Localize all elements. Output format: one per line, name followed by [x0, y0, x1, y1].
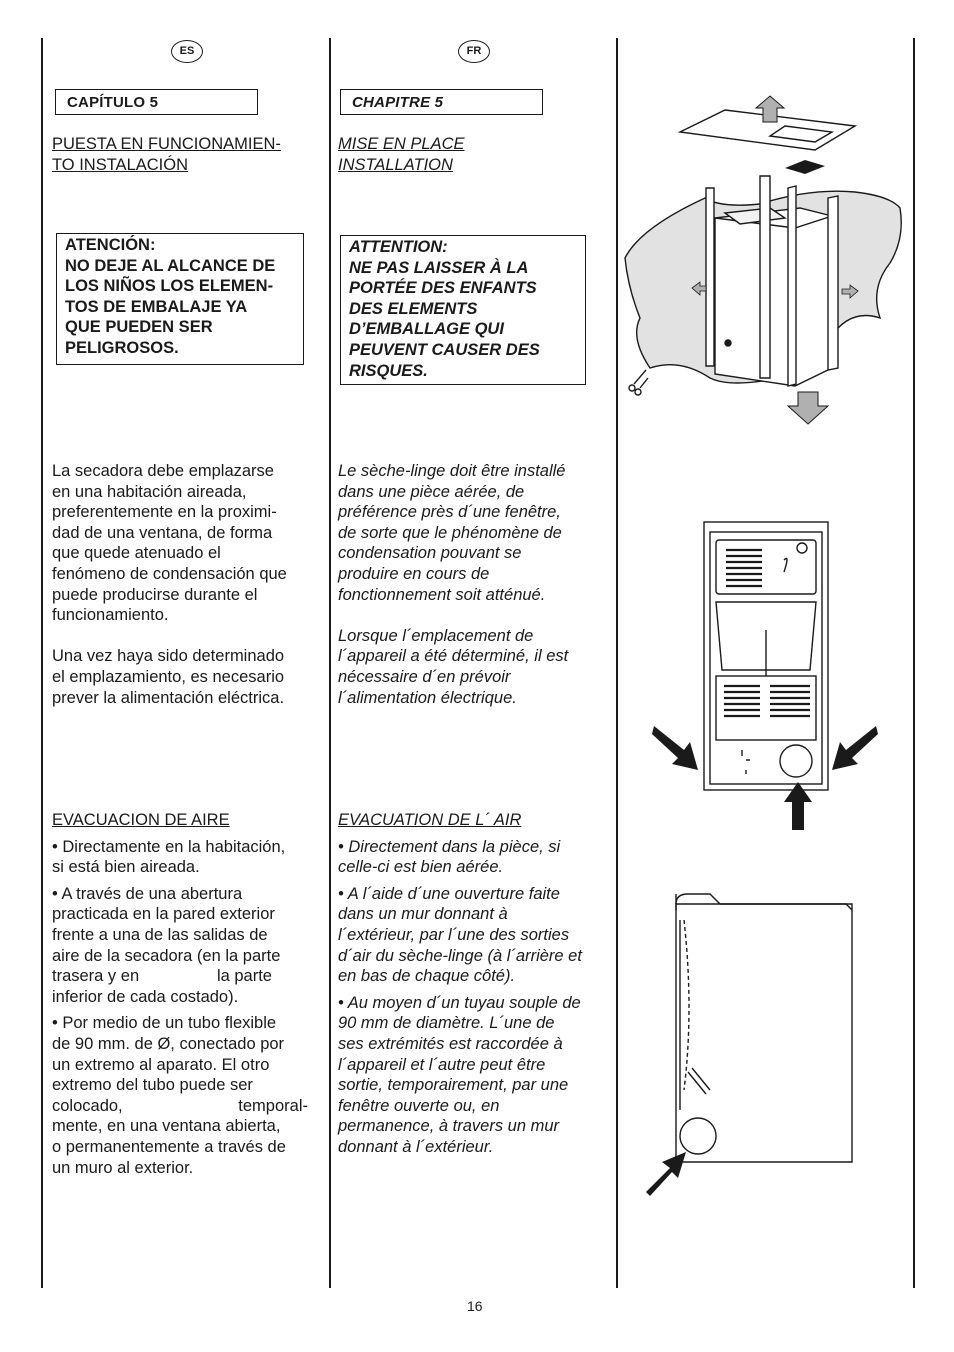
warning-line: ATTENTION: — [349, 238, 448, 256]
text-line: 90 mm de diamètre. L´une de — [338, 1014, 555, 1033]
text-line: prever la alimentación eléctrica. — [52, 688, 285, 707]
title-line: TO INSTALACIÓN — [52, 155, 188, 174]
text-line: en una habitación aireada, — [52, 482, 247, 501]
chapter-heading-es: CAPÍTULO 5 — [55, 89, 258, 115]
text-line: aire de la secadora (en la parte — [52, 946, 281, 965]
evacuation-section-fr — [338, 810, 582, 1158]
column-divider-left — [41, 38, 43, 1288]
text-fragment: la parte — [216, 967, 272, 986]
text-line: dans un mur donnant à — [338, 905, 508, 924]
text-line: preferentemente en la proximi- — [52, 503, 277, 522]
text-line: • Directamente en la habitación, — [52, 837, 286, 856]
text-line: produire en cours de — [338, 564, 490, 583]
text-line: nécessaire d´en prévoir — [338, 667, 511, 686]
chapter-heading-fr: CHAPITRE 5 — [340, 89, 543, 115]
text-line: extremo del tubo puede ser — [52, 1076, 253, 1095]
text-line: sortie, temporairement, par une — [338, 1076, 569, 1095]
warning-line: PELIGROSOS. — [65, 338, 179, 357]
text-line: el emplazamiento, es necesario — [52, 667, 285, 686]
text-line: l´appareil a été déterminé, il est — [338, 647, 569, 666]
body-text-fr — [338, 461, 568, 708]
warning-line: PEUVENT CAUSER DES — [349, 340, 540, 359]
text-line: celle-ci est bien aérée. — [338, 858, 504, 877]
text-line: Lorsque l´emplacement de — [338, 626, 534, 645]
text-line: inferior de cada costado). — [52, 987, 239, 1006]
body-text-es — [52, 461, 287, 708]
warning-line: D’EMBALLAGE QUI — [349, 320, 504, 339]
text-line: funcionamiento. — [52, 606, 169, 625]
text-line: • Au moyen d´un tuyau souple de — [338, 993, 581, 1012]
text-line: l´extérieur, par l´une des sorties — [338, 925, 570, 944]
text-line: • Directement dans la pièce, si — [338, 837, 561, 856]
text-line: un muro al exterior. — [52, 1158, 194, 1177]
evacuation-title-fr: EVACUATION DE L´ AIR — [338, 811, 522, 829]
text-line: de sorte que le phénomène de — [338, 523, 562, 542]
text-line: de 90 mm. de Ø, conectado por — [52, 1034, 285, 1053]
text-line: si está bien aireada. — [52, 858, 200, 877]
text-fragment: colocado, — [52, 1096, 123, 1115]
warning-line: PORTÉE DES ENFANTS — [349, 279, 537, 298]
dryer-side-view-illustration — [640, 890, 860, 1200]
text-line-justified — [52, 1096, 308, 1117]
text-line: l´alimentation électrique. — [338, 688, 517, 707]
warning-line: RISQUES. — [349, 361, 428, 380]
unpacking-illustration — [620, 88, 910, 428]
text-line: permanence, à travers un mur — [338, 1117, 560, 1136]
title-line: MISE EN PLACE — [338, 135, 465, 153]
text-line: ses extrémités est raccordée à — [338, 1034, 563, 1053]
text-fragment: trasera y en — [52, 967, 140, 986]
text-line: • A l´aide d´une ouverture faite — [338, 884, 560, 903]
text-line: condensation pouvant se — [338, 544, 522, 563]
section-title-es — [52, 134, 281, 175]
text-line: dad de una ventana, de forma — [52, 523, 273, 542]
warning-box-fr — [340, 235, 586, 385]
text-line: o permanentemente a través de — [52, 1137, 286, 1156]
text-line: que quede atenuado el — [52, 544, 221, 563]
text-line: • A través de una abertura — [52, 884, 243, 903]
text-line: d´air du sèche-linge (à l´arrière et — [338, 946, 582, 965]
text-line: puede producirse durante el — [52, 585, 258, 604]
title-line: PUESTA EN FUNCIONAMIEN- — [52, 135, 281, 153]
dryer-rear-view-illustration — [650, 520, 880, 835]
text-line: un extremo al aparato. El otro — [52, 1055, 270, 1074]
section-title-fr — [338, 134, 465, 175]
text-line: La secadora debe emplazarse — [52, 462, 274, 480]
text-line: practicada en la pared exterior — [52, 905, 275, 924]
warning-line: ATENCIÓN: — [65, 236, 156, 254]
text-line: préférence près d´une fenêtre, — [338, 503, 561, 522]
evacuation-title-es: EVACUACION DE AIRE — [52, 811, 230, 829]
text-fragment: temporal- — [238, 1096, 308, 1115]
text-line: fenêtre ouverte ou, en — [338, 1096, 500, 1115]
warning-line: NO DEJE AL ALCANCE DE — [65, 256, 276, 275]
warning-box-es — [56, 233, 304, 365]
page-number: 16 — [467, 1298, 483, 1314]
text-line: en bas de chaque côté). — [338, 967, 516, 986]
text-line: dans une pièce aérée, de — [338, 482, 525, 501]
column-divider-2 — [616, 38, 618, 1288]
text-line: • Por medio de un tubo flexible — [52, 1014, 277, 1033]
warning-line: TOS DE EMBALAJE YA — [65, 297, 248, 316]
warning-line: LOS NIÑOS LOS ELEMEN- — [65, 277, 274, 296]
text-line: mente, en una ventana abierta, — [52, 1117, 281, 1136]
language-badge-es: ES — [171, 40, 203, 63]
language-badge-fr: FR — [458, 40, 490, 63]
text-line: frente a una de las salidas de — [52, 925, 268, 944]
evacuation-section-es — [52, 810, 308, 1178]
warning-line: NE PAS LAISSER À LA — [349, 258, 529, 277]
text-line: Una vez haya sido determinado — [52, 647, 285, 666]
text-line: Le sèche-linge doit être installé — [338, 462, 566, 480]
title-line: INSTALLATION — [338, 155, 453, 174]
column-divider-right — [913, 38, 915, 1288]
text-line: fenómeno de condensación que — [52, 564, 287, 583]
text-line-justified — [52, 966, 308, 987]
warning-line: QUE PUEDEN SER — [65, 318, 213, 337]
text-line: donnant à l´extérieur. — [338, 1137, 494, 1156]
warning-line: DES ELEMENTS — [349, 299, 478, 318]
text-line: l´appareil et l´autre peut être — [338, 1055, 546, 1074]
column-divider-1 — [329, 38, 331, 1288]
text-line: fonctionnement soit atténué. — [338, 585, 546, 604]
